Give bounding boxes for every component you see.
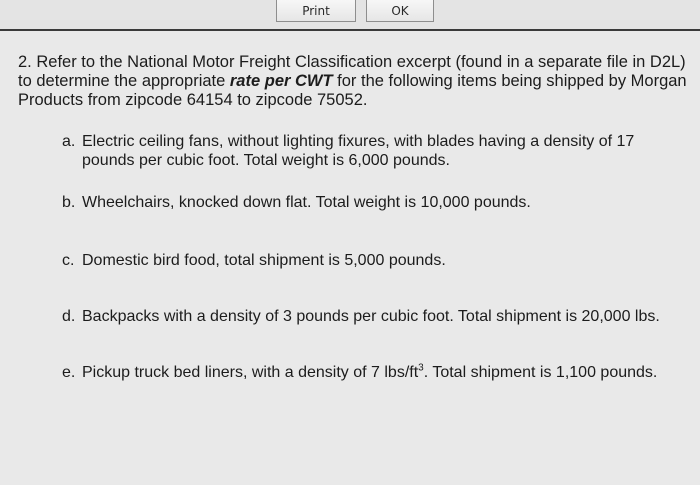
item-letter: e. xyxy=(62,364,76,381)
item-text: Backpacks with a density of 3 pounds per cubic foot. Total shipment is 20,000 lbs. xyxy=(82,308,660,325)
list-item-d xyxy=(62,307,682,326)
question-intro: Refer to the National Motor Freight Classification excerpt (found in a separate file in D2L) to determine the appropriate xyxy=(18,53,686,90)
item-text-end: . Total shipment is 1,100 pounds. xyxy=(423,364,658,381)
list-item-c xyxy=(62,251,682,270)
item-text: Electric ceiling fans, without lighting fixures, with blades having a density of 17 pounds per cubic foot. Total weight is 6,000 pounds. xyxy=(82,133,635,169)
item-letter: d. xyxy=(62,308,76,325)
item-letter: c. xyxy=(62,252,75,269)
ok-button[interactable]: OK xyxy=(366,0,434,22)
item-text-start: Pickup truck bed liners, with a density of 7 lbs/ft xyxy=(82,364,419,381)
print-button[interactable]: Print xyxy=(276,0,356,22)
question-number: 2. xyxy=(18,53,32,71)
item-text xyxy=(82,363,682,382)
item-letter: a. xyxy=(62,133,76,150)
list-item-e xyxy=(62,363,682,382)
list-item-b xyxy=(62,193,682,212)
toolbar xyxy=(0,0,700,30)
item-text: Wheelchairs, knocked down flat. Total weight is 10,000 pounds. xyxy=(82,194,531,211)
list-item-a xyxy=(62,132,682,170)
item-superscript: 3 xyxy=(418,362,424,374)
item-letter: b. xyxy=(62,194,76,211)
question-outro: for the following items being shipped by Morgan Products from zipcode 64154 to zipcode 75052. xyxy=(18,72,687,109)
item-text: Domestic bird food, total shipment is 5,000 pounds. xyxy=(82,252,446,269)
question-emphasis: rate per CWT xyxy=(229,72,333,90)
question-panel xyxy=(0,31,700,485)
question-text xyxy=(18,53,688,110)
